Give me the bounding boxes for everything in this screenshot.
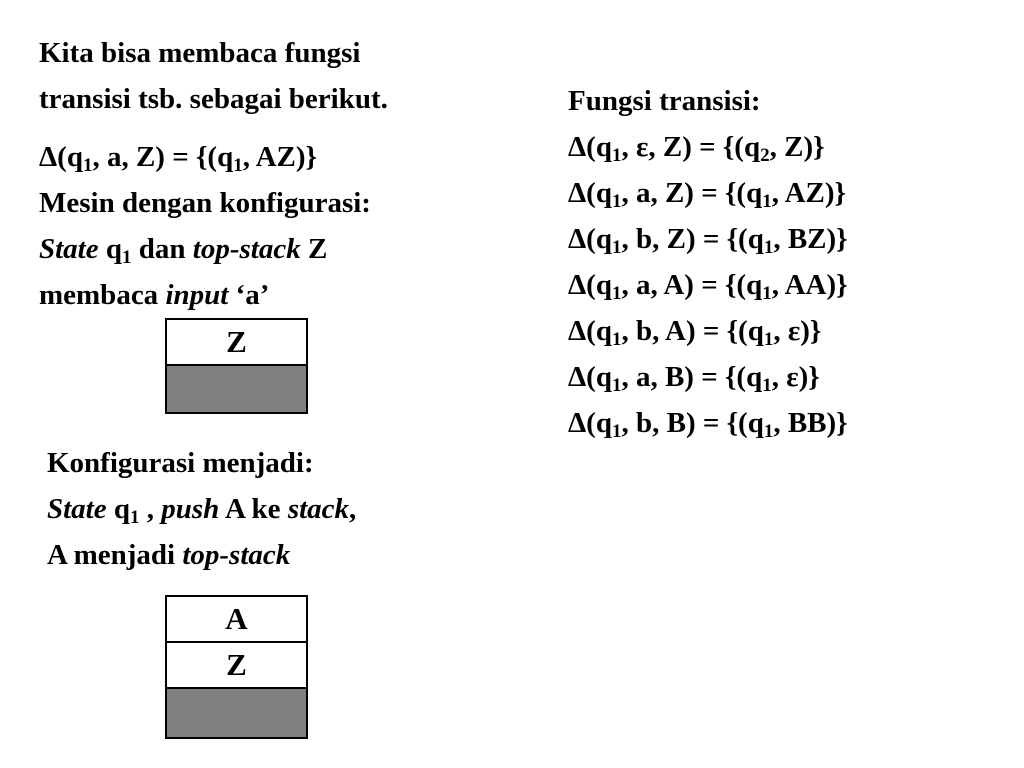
stack-before-cell-z: Z xyxy=(167,320,306,366)
intro-line-2: transisi tsb. sebagai berikut. xyxy=(39,83,388,115)
stack-after xyxy=(165,595,308,739)
config-after-line-3: A menjadi top-stack xyxy=(47,539,291,571)
config-after xyxy=(47,440,356,578)
transition-rule: $\Delta(q_1$, b, $B) = \{(q_1$, BB)} xyxy=(568,407,848,442)
config-before-line-1: Mesin dengan konfigurasi: xyxy=(39,187,371,219)
transition-title: Fungsi transisi: xyxy=(568,85,761,117)
intro-line-1: Kita bisa membaca fungsi xyxy=(39,37,361,69)
intro-text xyxy=(39,30,388,122)
example-description xyxy=(39,134,371,318)
stack-before xyxy=(165,318,308,414)
stack-after-cell-a: A xyxy=(167,597,306,643)
transition-rule: $\Delta(q_1$, b, $Z) = \{(q_1$, BZ)} xyxy=(568,223,848,258)
transition-rule: $\Delta(q_1$, b, $A) = \{(q_1$, ε)} xyxy=(568,315,822,350)
transition-rule: $\Delta(q_1$, ε, $Z) = \{(q_2$, Z)} xyxy=(568,131,825,166)
config-after-line-1: Konfigurasi menjadi: xyxy=(47,447,314,479)
stack-after-bottom xyxy=(167,689,306,737)
stack-before-bottom xyxy=(167,366,306,412)
transition-list xyxy=(568,78,848,446)
transition-rule: $\Delta(q_1$, a, $A) = \{(q_1$, AA)} xyxy=(568,269,848,304)
config-before-line-2: State $q_1$ dan top-stack Z xyxy=(39,233,328,268)
transition-rule: $\Delta(q_1$, a, $Z) = \{(q_1$, AZ)} xyxy=(568,177,846,212)
transition-rule: $\Delta(q_1$, a, $B) = \{(q_1$, ε)} xyxy=(568,361,820,396)
config-before-line-3: membaca input ‘a’ xyxy=(39,279,270,311)
stack-after-cell-z: Z xyxy=(167,643,306,689)
example-transition: $\Delta(q_1$, a, $Z) = \{(q_1$, AZ)} xyxy=(39,141,317,176)
config-after-line-2: State $q_1$ , push A ke stack, xyxy=(47,493,357,528)
